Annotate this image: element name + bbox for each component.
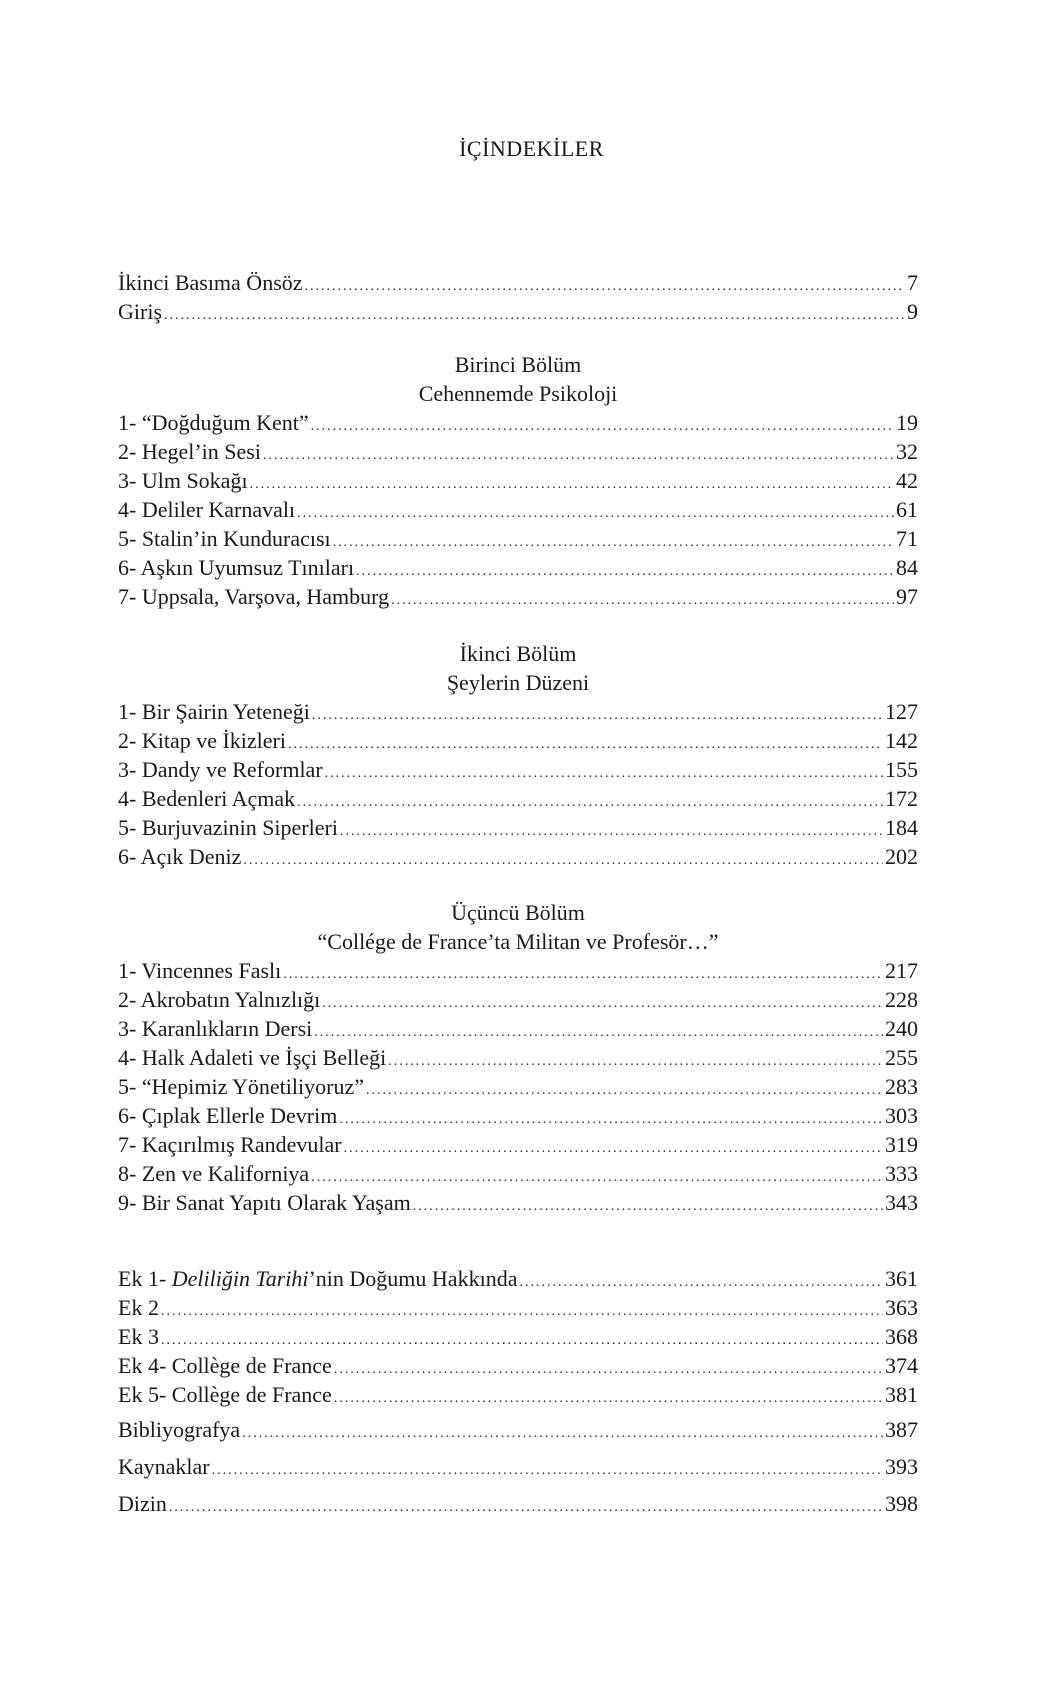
toc-entry[interactable]	[118, 437, 918, 466]
entry-label: 1- Vincennes Faslı	[118, 958, 282, 983]
entry-page: 333	[885, 1161, 918, 1186]
toc-entry[interactable]	[118, 408, 918, 437]
dot-leader	[325, 759, 883, 788]
entry-label: 3- Karanlıkların Dersi	[118, 1016, 313, 1041]
entry-page: 255	[885, 1045, 918, 1070]
dot-leader	[333, 528, 894, 557]
dot-leader	[340, 817, 883, 846]
entry-label: 3- Dandy ve Reformlar	[118, 757, 323, 782]
dot-leader	[305, 272, 905, 301]
entry-page: 368	[885, 1324, 918, 1349]
entry-page: 172	[885, 786, 918, 811]
toc-entry[interactable]	[118, 956, 918, 985]
toc-entry[interactable]	[118, 1351, 918, 1380]
dot-leader	[334, 1384, 883, 1413]
entry-page: 97	[896, 584, 918, 609]
entry-page: 217	[885, 958, 918, 983]
entry-page: 71	[896, 526, 918, 551]
toc-entry[interactable]	[118, 1380, 918, 1409]
toc-entry[interactable]	[118, 1452, 918, 1481]
part-subheading: “Collége de France’ta Militan ve Profesör…”	[317, 929, 719, 954]
dot-leader	[288, 730, 883, 759]
toc-entry[interactable]	[118, 1489, 918, 1518]
toc-entry[interactable]	[118, 813, 918, 842]
entry-label: 2- Hegel’in Sesi	[118, 439, 261, 464]
entry-page: 387	[885, 1417, 918, 1442]
dot-leader	[314, 1018, 883, 1047]
toc-entry[interactable]	[118, 582, 918, 611]
toc-entry[interactable]	[118, 1159, 918, 1188]
dot-leader	[169, 1493, 883, 1522]
toc-entry[interactable]	[118, 553, 918, 582]
toc-entry[interactable]	[118, 1322, 918, 1351]
toc-entry[interactable]	[118, 1293, 918, 1322]
dot-leader	[322, 989, 883, 1018]
entry-label: 4- Halk Adaleti ve İşçi Belleği	[118, 1045, 387, 1070]
entry-label: Kaynaklar	[118, 1454, 210, 1479]
toc-part-2	[118, 639, 918, 871]
dot-leader	[334, 1355, 883, 1384]
dot-leader	[388, 1047, 883, 1076]
entry-page: 240	[885, 1016, 918, 1041]
entry-label: 7- Kaçırılmış Randevular	[118, 1132, 342, 1157]
entry-label-prefix: Ek 1-	[118, 1266, 172, 1291]
entry-page: 7	[907, 270, 918, 295]
toc-front	[118, 268, 918, 326]
entry-label-italic-title: Deliliğin Tarihi	[171, 1266, 309, 1291]
entry-label: Bibliyografya	[118, 1417, 241, 1442]
entry-label: Ek 3	[118, 1324, 159, 1349]
page-title: İÇİNDEKİLER	[459, 136, 604, 161]
entry-page: 155	[885, 757, 918, 782]
entry-label: Dizin	[118, 1491, 167, 1516]
entry-page: 319	[885, 1132, 918, 1157]
dot-leader	[164, 301, 905, 330]
toc-entry[interactable]	[118, 1072, 918, 1101]
entry-label: 1- “Doğduğum Kent”	[118, 410, 309, 435]
toc-entry[interactable]	[118, 697, 918, 726]
dot-leader	[212, 1456, 883, 1485]
entry-page: 381	[885, 1382, 918, 1407]
entry-page: 398	[885, 1491, 918, 1516]
entry-page: 374	[885, 1353, 918, 1378]
entry-label: Giriş	[118, 299, 162, 324]
entry-label	[118, 1264, 519, 1293]
entry-page: 202	[885, 844, 918, 869]
entry-label: İkinci Basıma Önsöz	[118, 270, 303, 295]
toc-entry[interactable]	[118, 495, 918, 524]
entry-page: 228	[885, 987, 918, 1012]
entry-page: 393	[885, 1454, 918, 1479]
entry-page: 184	[885, 815, 918, 840]
entry-label: 6- Çıplak Ellerle Devrim	[118, 1103, 338, 1128]
dot-leader	[263, 441, 894, 470]
toc-back	[118, 1415, 918, 1518]
entry-page: 9	[907, 299, 918, 324]
dot-leader	[283, 960, 883, 989]
dot-leader	[356, 557, 894, 586]
dot-leader	[413, 1192, 883, 1221]
dot-leader	[339, 1105, 883, 1134]
dot-leader	[311, 412, 894, 441]
toc-appendix	[118, 1264, 918, 1409]
entry-page: 303	[885, 1103, 918, 1128]
toc-entry[interactable]	[118, 1130, 918, 1159]
entry-label: 1- Bir Şairin Yeteneği	[118, 699, 310, 724]
toc-part-3	[118, 898, 918, 1217]
entry-label: 3- Ulm Sokağı	[118, 468, 248, 493]
entry-label: 4- Bedenleri Açmak	[118, 786, 296, 811]
toc-entry[interactable]	[118, 784, 918, 813]
dot-leader	[250, 470, 894, 499]
entry-label: 6- Açık Deniz	[118, 844, 242, 869]
entry-label: 5- Stalin’in Kunduracısı	[118, 526, 331, 551]
toc-entry[interactable]	[118, 1188, 918, 1217]
entry-page: 84	[896, 555, 918, 580]
entry-page: 142	[885, 728, 918, 753]
toc-entry[interactable]	[118, 1264, 918, 1293]
dot-leader	[344, 1134, 883, 1163]
dot-leader	[297, 499, 894, 528]
toc-entry[interactable]	[118, 466, 918, 495]
entry-page: 363	[885, 1295, 918, 1320]
dot-leader	[243, 846, 883, 875]
toc-entry[interactable]	[118, 1014, 918, 1043]
entry-label-suffix: ’nin Doğumu Hakkında	[308, 1266, 518, 1291]
toc-entry[interactable]	[118, 297, 918, 326]
entry-page: 19	[896, 410, 918, 435]
part-subheading: Cehennemde Psikoloji	[418, 381, 618, 406]
dot-leader	[312, 701, 883, 730]
part-heading: Birinci Bölüm	[454, 352, 582, 377]
dot-leader	[519, 1268, 883, 1297]
toc-entry[interactable]	[118, 1101, 918, 1130]
entry-label: 2- Kitap ve İkizleri	[118, 728, 286, 753]
toc-entry[interactable]	[118, 985, 918, 1014]
toc-entry[interactable]	[118, 524, 918, 553]
part-subheading: Şeylerin Düzeni	[446, 670, 590, 695]
entry-label: Ek 4- Collège de France	[118, 1353, 332, 1378]
part-heading: İkinci Bölüm	[459, 641, 577, 666]
entry-label: Ek 5- Collège de France	[118, 1382, 332, 1407]
entry-page: 343	[885, 1190, 918, 1215]
toc-entry[interactable]	[118, 755, 918, 784]
entry-label: 6- Aşkın Uyumsuz Tınıları	[118, 555, 355, 580]
entry-label: 8- Zen ve Kaliforniya	[118, 1161, 310, 1186]
toc-entry[interactable]	[118, 1043, 918, 1072]
dot-leader	[297, 788, 883, 817]
entry-label: 7- Uppsala, Varşova, Hamburg	[118, 584, 390, 609]
entry-label: Ek 2	[118, 1295, 159, 1320]
entry-page: 42	[896, 468, 918, 493]
entry-label: 5- “Hepimiz Yönetiliyoruz”	[118, 1074, 364, 1099]
dot-leader	[242, 1419, 883, 1448]
entry-label: 9- Bir Sanat Yapıtı Olarak Yaşam	[118, 1190, 411, 1215]
toc-entry[interactable]	[118, 268, 918, 297]
dot-leader	[391, 586, 894, 615]
entry-page: 61	[896, 497, 918, 522]
entry-label: 5- Burjuvazinin Siperleri	[118, 815, 338, 840]
entry-page: 361	[885, 1266, 918, 1291]
toc-part-1	[118, 350, 918, 611]
entry-page: 127	[885, 699, 918, 724]
entry-label: 4- Deliler Karnavalı	[118, 497, 296, 522]
part-heading: Üçüncü Bölüm	[451, 900, 585, 925]
toc-entry[interactable]	[118, 1415, 918, 1444]
dot-leader	[366, 1076, 883, 1105]
entry-page: 283	[885, 1074, 918, 1099]
entry-label: 2- Akrobatın Yalnızlığı	[118, 987, 321, 1012]
toc-entry[interactable]	[118, 842, 918, 871]
dot-leader	[161, 1297, 883, 1326]
toc-entry[interactable]	[118, 726, 918, 755]
entry-page: 32	[896, 439, 918, 464]
